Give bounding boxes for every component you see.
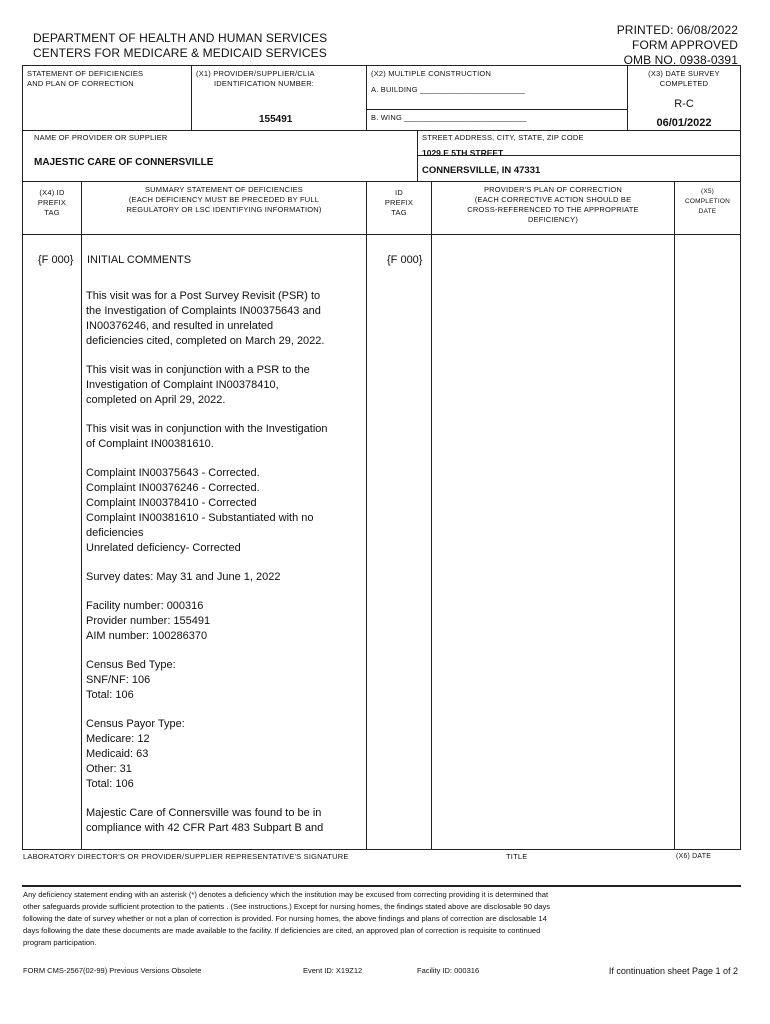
col-sep-plan	[431, 181, 432, 849]
entry-line: Total: 106	[86, 778, 134, 790]
x4-header-line-2: PREFIX	[37, 198, 67, 207]
form-approved: FORM APPROVED	[632, 38, 738, 52]
entry-line: Complaint IN00378410 - Corrected	[86, 497, 257, 509]
entry-paragraph	[86, 717, 364, 792]
entry-line: This visit was in conjunction with the Investigation	[86, 423, 328, 435]
entry-line: deficiencies cited, completed on March 29, 2022.	[86, 335, 325, 347]
entry-paragraph	[86, 658, 364, 703]
entry-line: compliance with 42 CFR Part 483 Subpart B and	[86, 822, 324, 834]
entry-line: of Complaint IN00381610.	[86, 438, 214, 450]
entry-title: INITIAL COMMENTS	[87, 254, 192, 266]
street-address: 1029 E 5TH STREET	[422, 148, 504, 158]
signature-label: LABORATORY DIRECTOR'S OR PROVIDER/SUPPLIER REPRESENTATIVE'S SIGNATURE	[23, 852, 349, 861]
grid-top-line	[22, 65, 741, 66]
event-id: Event ID: X19Z12	[303, 966, 363, 975]
date-label: (X6) DATE	[676, 853, 712, 860]
entry-paragraph	[86, 422, 364, 452]
entry-paragraph	[86, 289, 364, 349]
disclaimer-line: following the date of survey whether or not a plan of correction is provided. For nursing homes, the above findings and plans of correction are disclosable 14	[23, 914, 547, 923]
disclaimer-line: Any deficiency statement ending with an asterisk (*) denotes a deficiency which the institution may be excused from correcting providing it is determined that	[23, 890, 549, 899]
entry-line: Total: 106	[86, 689, 134, 701]
provider-id-number: 155491	[259, 114, 293, 125]
entry-line: AIM number: 100286370	[86, 630, 208, 642]
omb-number: OMB NO. 0938-0391	[623, 53, 738, 67]
x1-label-line-2: IDENTIFICATION NUMBER:	[214, 79, 315, 88]
plan-header-line-3: CROSS-REFERENCED TO THE APPROPRIATE	[467, 205, 639, 214]
id-header	[367, 188, 431, 218]
entry-line: IN00376246, and resulted in unrelated	[86, 320, 274, 332]
statement-label-line-2: AND PLAN OF CORRECTION	[27, 79, 134, 88]
grid-line-disclaimer	[22, 885, 741, 887]
entry-line: Other: 31	[86, 763, 132, 775]
col-sep-summary	[81, 181, 82, 849]
grid-right-border	[740, 65, 741, 849]
form-info	[617, 23, 738, 68]
x4-header-line-1: (X4) ID	[39, 188, 65, 197]
entry-line: This visit was for a Post Survey Revisit (PSR) to	[86, 290, 321, 302]
city-state-zip: CONNERSVILLE, IN 47331	[422, 165, 541, 176]
entry-line: deficiencies	[86, 527, 144, 539]
x4-header	[23, 188, 81, 218]
provider-name-label: NAME OF PROVIDER OR SUPPLIER	[34, 133, 168, 142]
x4-header-line-3: TAG	[44, 208, 60, 217]
wing-label: B. WING ____________________________	[371, 113, 527, 122]
statement-label-line-1: STATEMENT OF DEFICIENCIES	[27, 69, 144, 78]
entry-line: Survey dates: May 31 and June 1, 2022	[86, 571, 281, 583]
grid-line-provider	[22, 130, 741, 131]
survey-code: R-C	[674, 98, 694, 110]
entry-paragraph	[86, 570, 364, 585]
department-title	[33, 31, 327, 61]
entry-paragraph	[86, 363, 364, 408]
entry-line: Complaint IN00381610 - Substantiated with no	[86, 512, 314, 524]
disclaimer-line: program participation.	[23, 938, 97, 947]
x1-label	[196, 69, 315, 89]
grid-sep-x1	[191, 65, 192, 130]
id-header-line-1: ID	[395, 188, 403, 197]
address-label: STREET ADDRESS, CITY, STATE, ZIP CODE	[422, 133, 584, 142]
x2-label: (X2) MULTIPLE CONSTRUCTION	[371, 69, 492, 78]
entry-line: Complaint IN00376246 - Corrected.	[86, 482, 260, 494]
grid-line-wing	[366, 109, 627, 110]
plan-header	[432, 185, 674, 225]
entry-line: Unrelated deficiency- Corrected	[86, 542, 241, 554]
col-sep-completion	[674, 181, 675, 849]
entry-line: Medicare: 12	[86, 733, 150, 745]
plan-header-line-4: DEFICIENCY)	[527, 215, 579, 224]
summary-header-line-1: SUMMARY STATEMENT OF DEFICIENCIES	[144, 185, 303, 194]
plan-header-line-2: (EACH CORRECTIVE ACTION SHOULD BE	[474, 195, 632, 204]
entry-line: the Investigation of Complaints IN00375643 and	[86, 305, 321, 317]
grid-line-columns	[22, 181, 741, 182]
entry-line: Investigation of Complaint IN00378410,	[86, 379, 279, 391]
entry-line: Medicaid: 63	[86, 748, 149, 760]
x3-label-line-1: (X3) DATE SURVEY	[648, 69, 720, 78]
x5-header-line-2: COMPLETION	[685, 198, 730, 205]
grid-sep-x2	[366, 65, 367, 130]
statement-label	[27, 69, 143, 89]
disclaimer-line: other safeguards provide sufficient protection to the patients . (See instructions.) Except for nursing homes, the findings stated above are disclosable 90 days	[23, 902, 551, 911]
tag-right: {F 000}	[387, 254, 423, 266]
summary-header	[82, 185, 366, 215]
department-line-1: DEPARTMENT OF HEALTH AND HUMAN SERVICES	[33, 31, 328, 45]
entry-body	[86, 289, 364, 850]
x3-label-line-2: COMPLETED	[659, 79, 709, 88]
grid-sep-address	[417, 130, 418, 181]
provider-name: MAJESTIC CARE OF CONNERSVILLE	[34, 157, 214, 168]
facility-id: Facility ID: 000316	[417, 966, 480, 975]
disclaimer-text	[23, 889, 743, 949]
tag-left: {F 000}	[38, 254, 74, 266]
id-header-line-3: TAG	[391, 208, 407, 217]
building-label: A. BUILDING ________________________	[371, 85, 525, 94]
summary-header-line-3: REGULATORY OR LSC IDENTIFYING INFORMATION)	[126, 205, 322, 214]
disclaimer-line: days following the date these documents are made available to the facility. If deficiencies are cited, an approved plan of correction is requisite to continued	[23, 926, 541, 935]
entry-line: SNF/NF: 106	[86, 674, 151, 686]
summary-header-line-2: (EACH DEFICIENCY MUST BE PRECEDED BY FULL	[128, 195, 320, 204]
x3-label	[628, 69, 740, 89]
department-line-2: CENTERS FOR MEDICARE & MEDICAID SERVICES	[33, 46, 327, 60]
id-header-line-2: PREFIX	[384, 198, 414, 207]
entry-line: Provider number: 155491	[86, 615, 211, 627]
entry-line: Majestic Care of Connersville was found to be in	[86, 807, 322, 819]
col-sep-id	[366, 181, 367, 849]
continuation-sheet: If continuation sheet Page 1 of 2	[608, 966, 738, 976]
entry-line: Facility number: 000316	[86, 600, 204, 612]
form-number: FORM CMS-2567(02-99) Previous Versions Obsolete	[23, 966, 202, 975]
entry-line: This visit was in conjunction with a PSR to the	[86, 364, 310, 376]
plan-header-line-1: PROVIDER'S PLAN OF CORRECTION	[483, 185, 623, 194]
entry-paragraph	[86, 599, 364, 644]
x5-header	[675, 187, 740, 217]
x5-header-line-1: (X5)	[700, 188, 715, 195]
grid-line-body	[22, 234, 741, 235]
entry-paragraph	[86, 806, 364, 836]
entry-line: completed on April 29, 2022.	[86, 394, 226, 406]
entry-line: Census Bed Type:	[86, 659, 176, 671]
entry-line: Census Payor Type:	[86, 718, 185, 730]
entry-paragraph	[86, 466, 364, 556]
x1-label-line-1: (X1) PROVIDER/SUPPLIER/CLIA	[196, 69, 315, 78]
grid-left-border	[22, 65, 23, 849]
x5-header-line-3: DATE	[698, 208, 717, 215]
survey-date: 06/01/2022	[656, 117, 712, 129]
title-label: TITLE	[506, 852, 528, 861]
entry-line: Complaint IN00375643 - Corrected.	[86, 467, 260, 479]
printed-date: PRINTED: 06/08/2022	[616, 23, 738, 37]
